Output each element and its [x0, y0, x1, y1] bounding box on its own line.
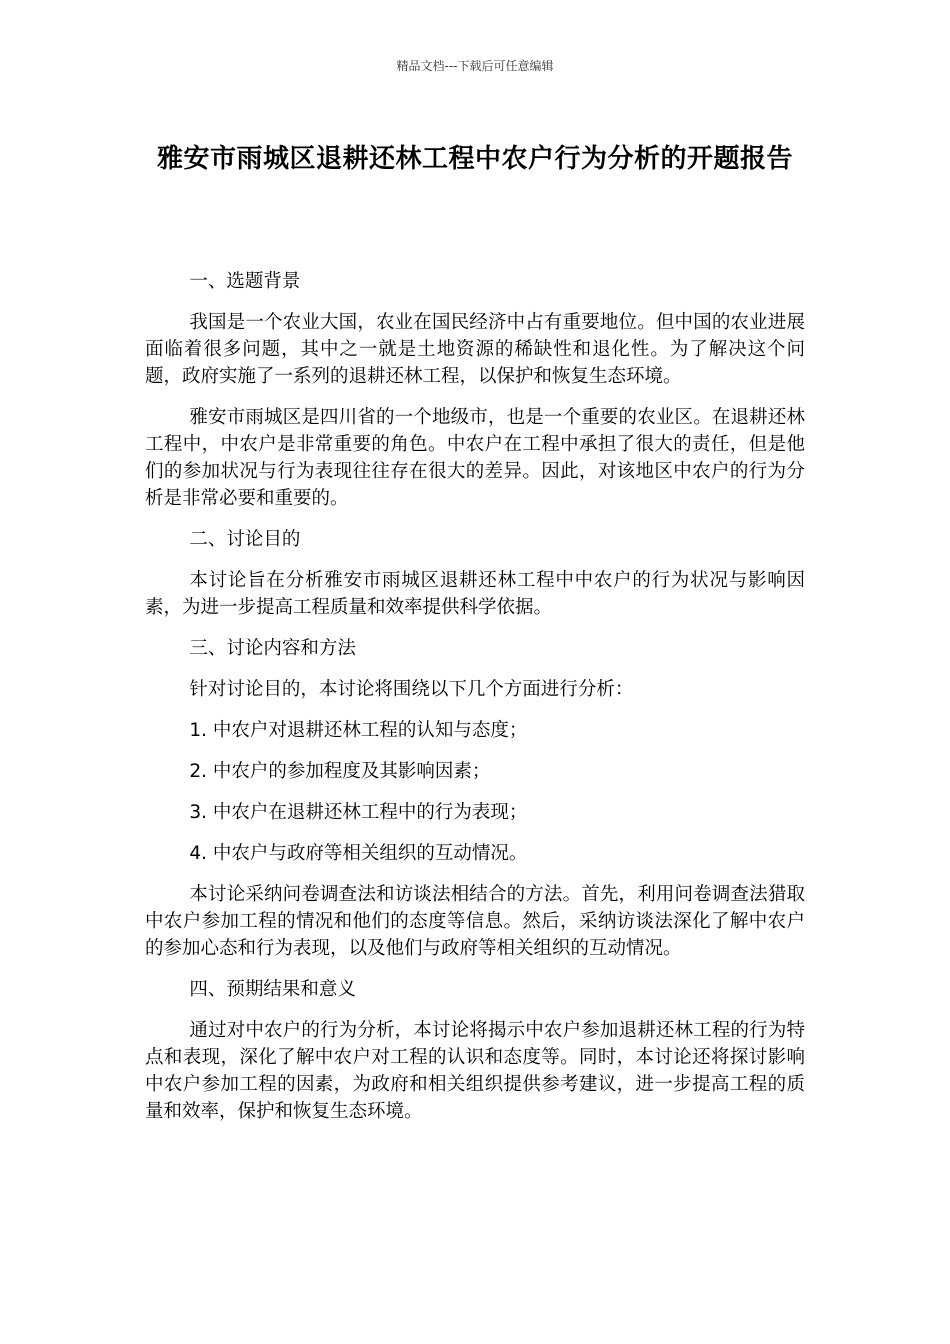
section-heading-purpose: 二、讨论目的	[189, 529, 301, 550]
paragraph-expected-1: 通过对中农户的行为分析，本讨论将揭示中农户参加退耕还林工程的行为特点和表现，深化了解中农户对工程的认识和态度等。同时，本讨论还将探讨影响中农户参加工程的因素，为政府和相关组织提供参考建议，进一步提高工程的质量和效率，保护和恢复生态环境。	[145, 1020, 805, 1122]
document-title: 雅安市雨城区退耕还林工程中农户行为分析的开题报告	[156, 144, 793, 174]
paragraph-content-intro: 针对讨论目的，本讨论将围绕以下几个方面进行分析：	[189, 679, 634, 700]
list-item-2: 2. 中农户的参加程度及其影响因素；	[189, 761, 491, 782]
section-heading-background: 一、选题背景	[189, 271, 301, 292]
paragraph-methods: 本讨论采纳问卷调查法和访谈法相结合的方法。首先，利用问卷调查法猎取中农户参加工程的情况和他们的态度等信息。然后，采纳访谈法深化了解中农户的参加心态和行为表现，以及他们与政府等相关组织的互动情况。	[145, 884, 805, 959]
section-heading-expected: 四、预期结果和意义	[189, 979, 356, 1000]
header-note: 精品文档---下载后可任意编辑	[396, 59, 554, 73]
paragraph-background-2: 雅安市雨城区是四川省的一个地级市，也是一个重要的农业区。在退耕还林工程中，中农户是非常重要的角色。中农户在工程中承担了很大的责任，但是他们的参加状况与行为表现往往存在很大的差异。因此，对该地区中农户的行为分析是非常必要和重要的。	[145, 407, 805, 509]
list-item-3: 3. 中农户在退耕还林工程中的行为表现；	[189, 802, 528, 823]
paragraph-background-1: 我国是一个农业大国，农业在国民经济中占有重要地位。但中国的农业进展面临着很多问题，其中之一就是土地资源的稀缺性和退化性。为了解决这个问题，政府实施了一系列的退耕还林工程，以保护和恢复生态环境。	[145, 312, 805, 387]
paragraph-purpose-1: 本讨论旨在分析雅安市雨城区退耕还林工程中中农户的行为状况与影响因素，为进一步提高工程质量和效率提供科学依据。	[145, 570, 805, 618]
list-item-1: 1. 中农户对退耕还林工程的认知与态度；	[189, 720, 528, 741]
section-heading-content-methods: 三、讨论内容和方法	[189, 638, 356, 659]
document-body	[145, 268, 805, 1139]
list-item-4: 4. 中农户与政府等相关组织的互动情况。	[189, 843, 528, 864]
